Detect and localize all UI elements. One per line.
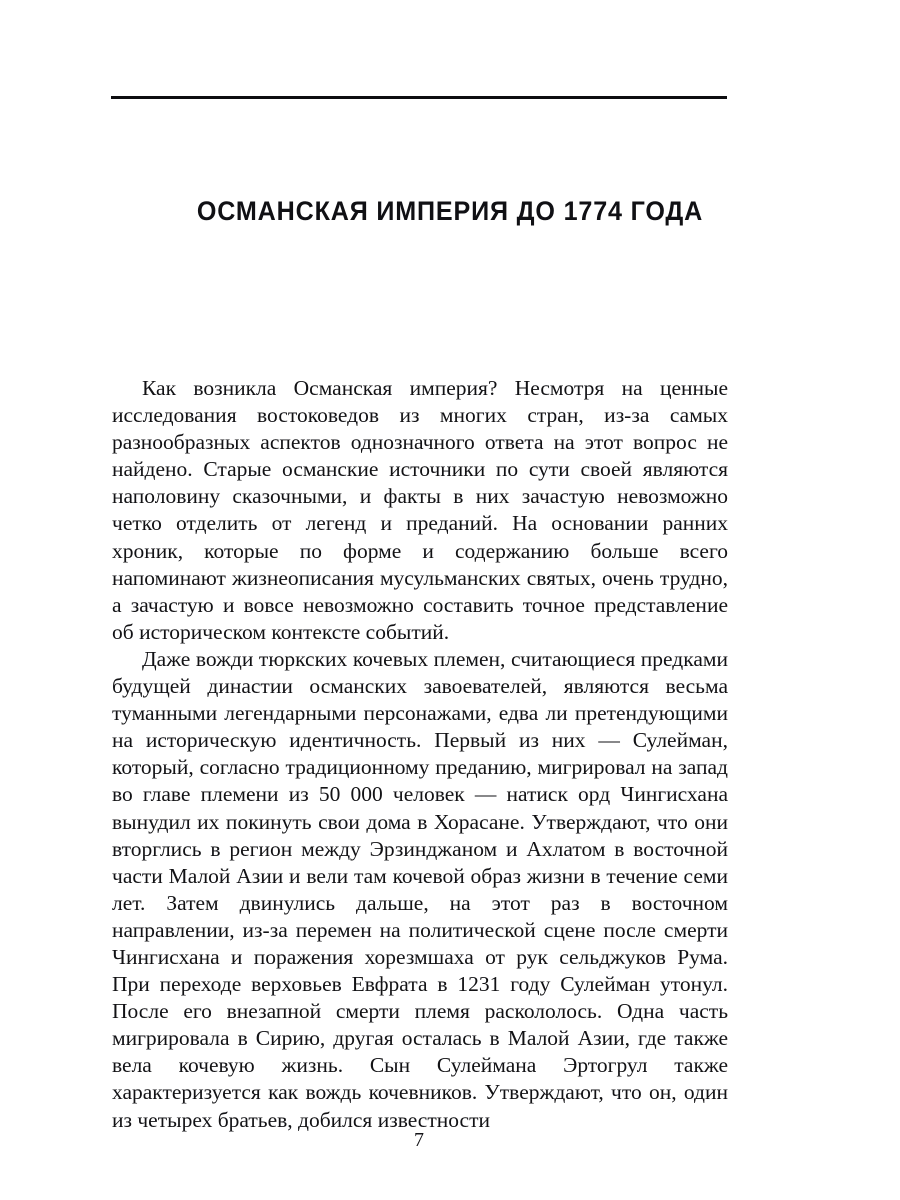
paragraph-2: Даже вожди тюркских кочевых племен, считающиеся предками будущей династии османских завоевателей, являются весьма туманными легендарными персонажами, едва ли претендующими на историческую идентичность. Первый из них — Сулейман, который, согласно традиционному преданию, мигрировал на запад во главе племени из 50 000 человек — натиск орд Чингисхана вынудил их покинуть свои дома в Хорасане. Утверждают, что они вторглись в регион между Эрзинджаном и Ахлатом в восточной части Малой Азии и вели там кочевой образ жизни в течение семи лет. Затем двинулись дальше, на этот раз в восточном направлении, из-за перемен на политической сцене после смерти Чингисхана и поражения хорезмшаха от рук сельджуков Рума. При переходе верховьев Евфрата в 1231 году Сулейман утонул. После его внезапной смерти племя раскололось. Одна часть мигрировала в Сирию, другая осталась в Малой Азии, где также вела кочевую жизнь. Сын Сулеймана Эртогрул также характеризуется как вождь кочевников. Утверждают, что он, один из четырех братьев, добился известности — [112, 646, 728, 1132]
chapter-rule — [111, 96, 727, 99]
paragraph-1: Как возникла Османская империя? Несмотря на ценные исследования востоковедов из многих стран, из-за самых разнообразных аспектов однозначного ответа на этот вопрос не найдено. Старые османские источники по сути своей являются наполовину сказочными, и факты в них зачастую невозможно четко отделить от легенд и преданий. На основании ранних хроник, которые по форме и содержанию больше всего напоминают жизнеописания мусульманских святых, очень трудно, а зачастую и вовсе невозможно составить точное представление об историческом контексте событий. — [112, 376, 728, 644]
page-number: 7 — [414, 1129, 424, 1151]
page-title: ОСМАНСКАЯ ИМПЕРИЯ ДО 1774 ГОДА — [196, 196, 704, 227]
body-text — [112, 375, 728, 1134]
